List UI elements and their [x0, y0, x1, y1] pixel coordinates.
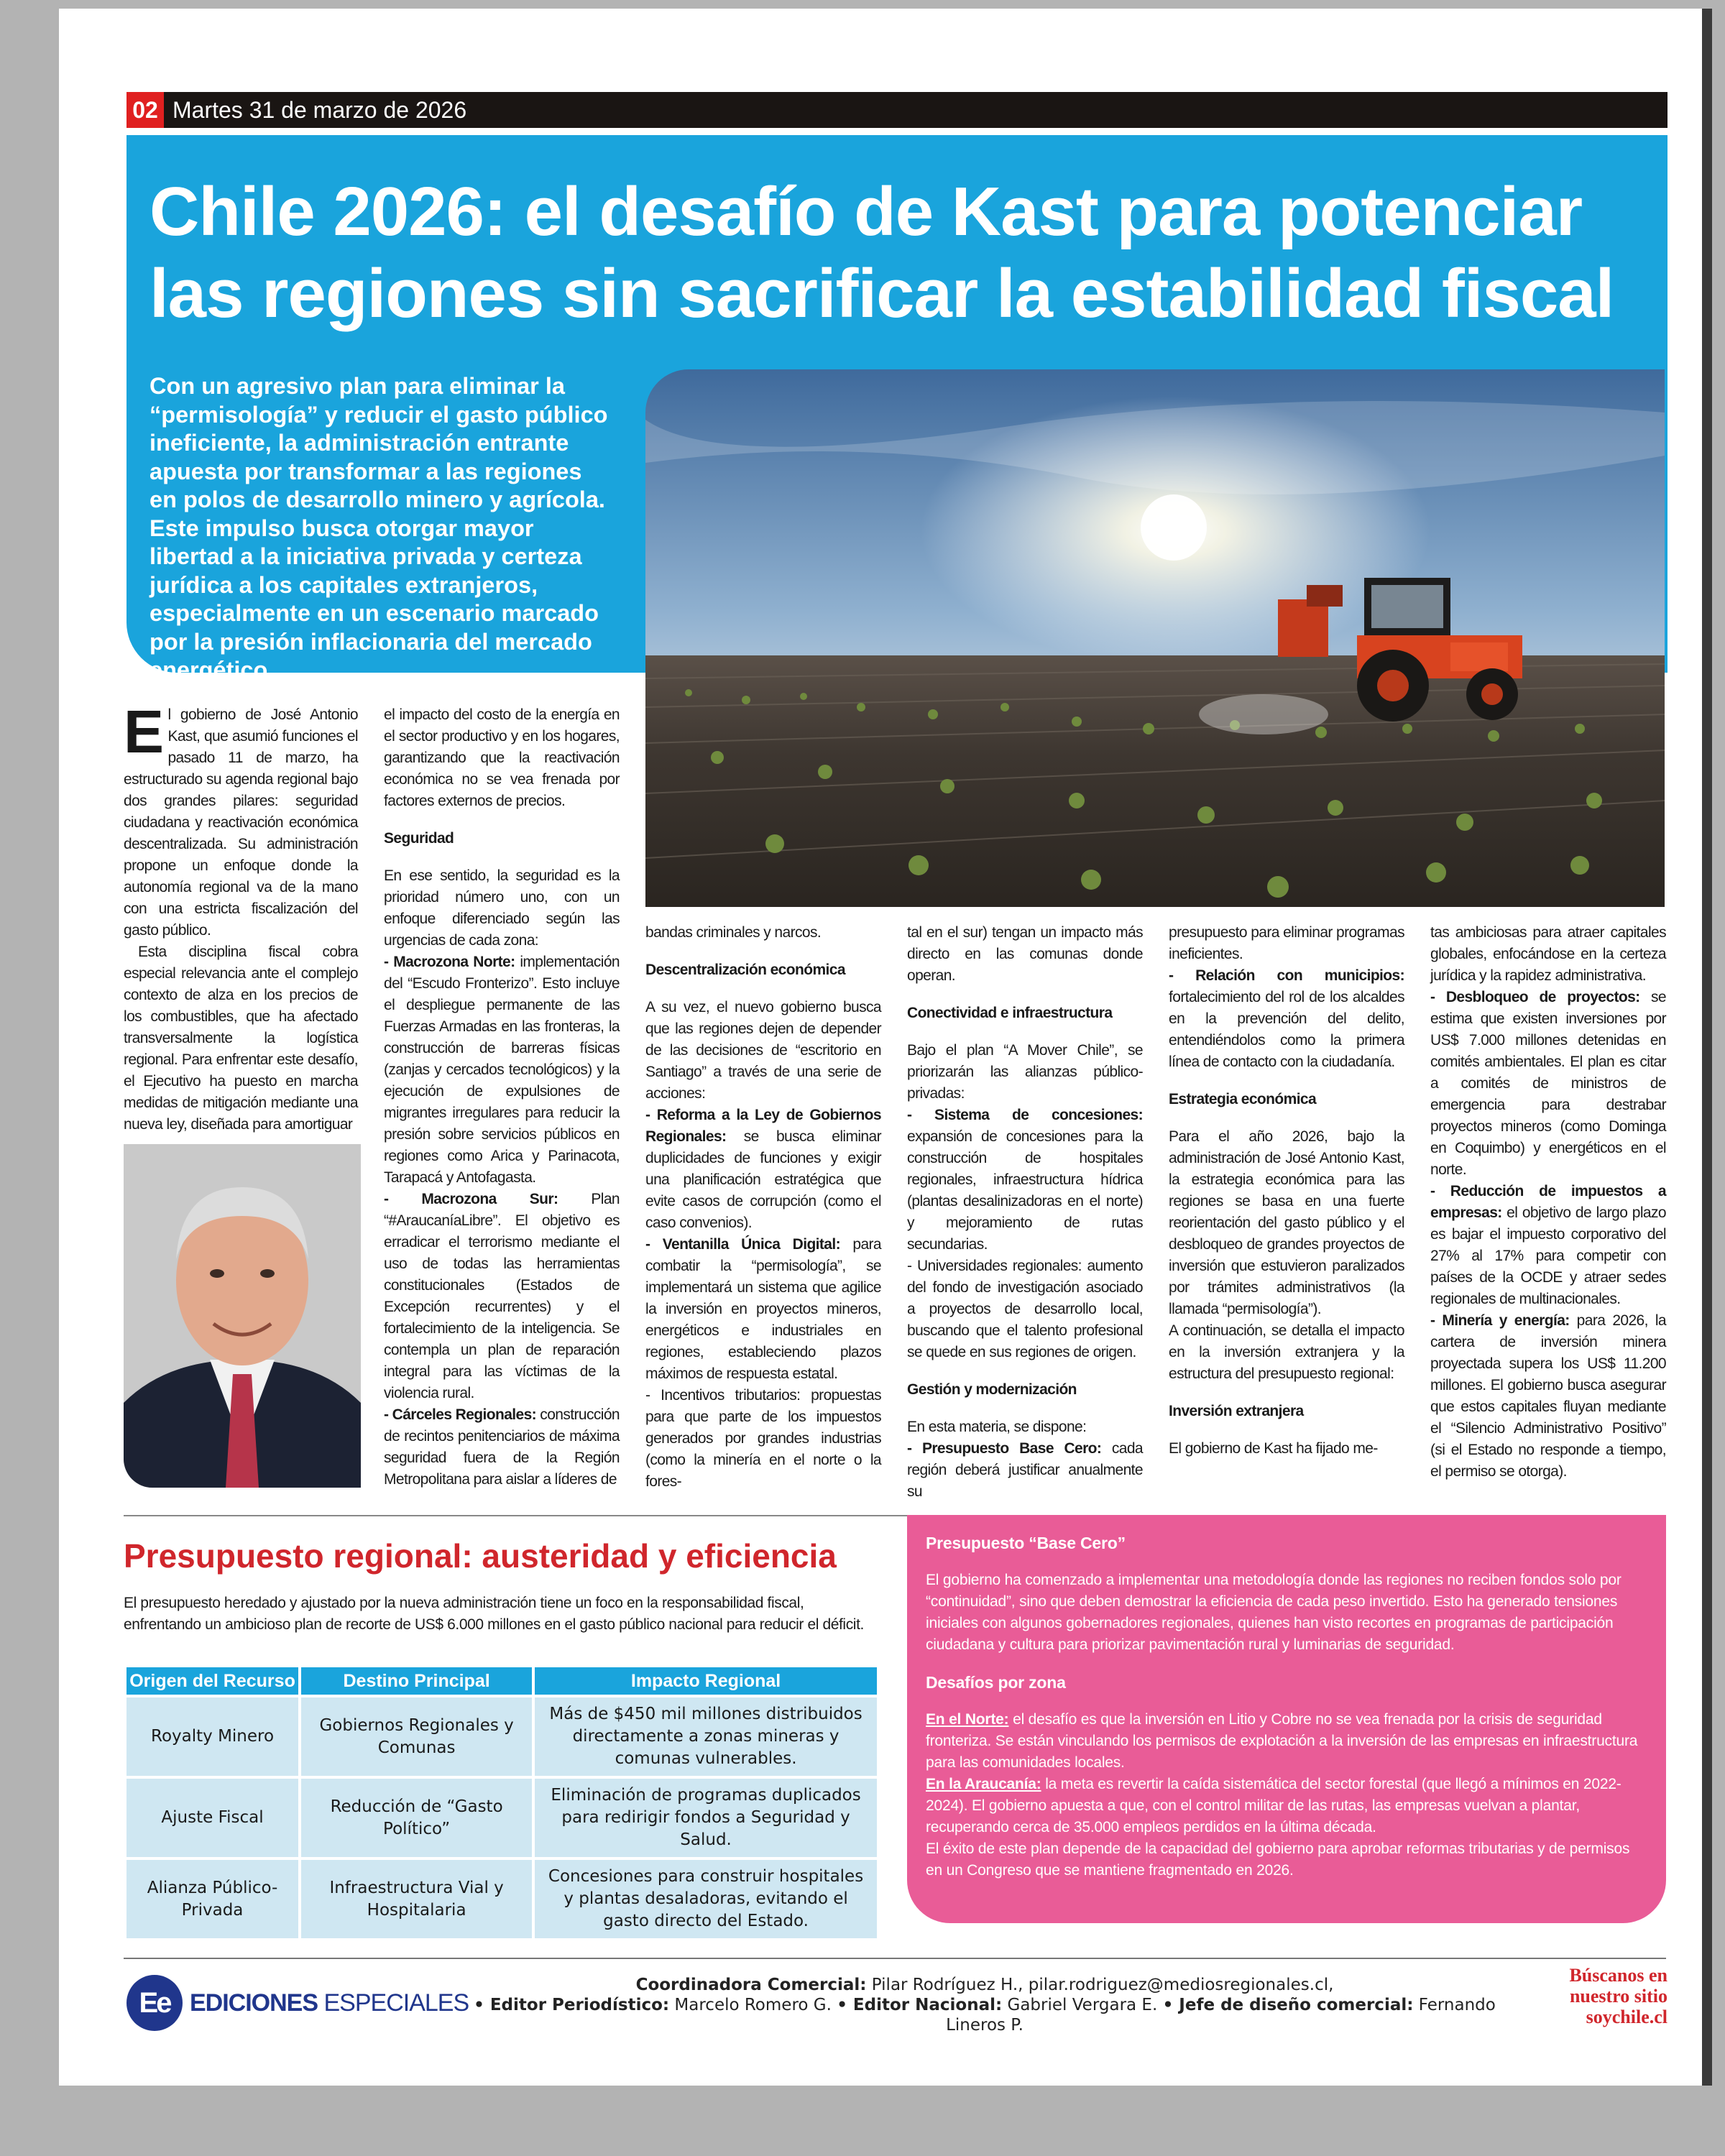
article-paragraph: tal en el sur) tengan un impacto más directo en las comunas donde operan.	[907, 924, 1143, 984]
table-cell: Ajuste Fiscal	[126, 1779, 298, 1857]
table-header-row	[126, 1667, 877, 1695]
bullet-paragraph: - Reducción de impuestos a empresas: el objetivo de largo plazo es bajar el impuesto corporativo del 27% al 17% para competir con países de la OCDE y atraer sedes regionales de multinacionales.	[1430, 1183, 1666, 1307]
bullet-paragraph: - Reforma a la Ley de Gobiernos Regionales: se busca eliminar duplicidades de funciones y exigir una planificación estratégica que evite casos de corrupción (como el caso convenios).	[645, 1107, 881, 1231]
table-cell: Más de $450 mil millones distribuidos directamente a zonas mineras y comunas vulnerables.	[535, 1697, 877, 1776]
article-column-5	[1169, 922, 1404, 1460]
sidebar-paragraph: El gobierno ha comenzado a implementar una metodología donde las regiones no reciben fondos solo por “continuidad”, sino que deben demostrar la eficiencia de cada peso invertido. Esto ha generado tensiones iniciales con algunos gobernadores regionales, quienes han visto recortes en programas de participación ciudadana y cultura para priorizar pavimentación rural y luminarias de seguridad.	[926, 1572, 1622, 1653]
tractor-photo	[645, 369, 1665, 907]
page-number: 02	[126, 92, 164, 128]
headline	[150, 171, 1652, 335]
article-paragraph: El gobierno de Kast ha fijado me-	[1169, 1440, 1378, 1457]
article-paragraph: el impacto del costo de la energía en el sector productivo y en los hogares, garantizando que la reactivación económica no se vea frenada por factores externos de precios.	[384, 706, 620, 809]
portrait-photo-svg	[124, 1144, 361, 1488]
bullet-paragraph: - Minería y energía: para 2026, la cartera de inversión minera proyectada supera los US$ 11.200 millones. El gobierno busca asegurar que estos capitales fluyan mediante el “Silencio Administrativo Positivo” (si el Estado no responde a tiempo, el permiso se otorga).	[1430, 1312, 1667, 1480]
bullet-paragraph: - Sistema de concesiones: expansión de concesiones para la construcción de hospitales regionales, infraestructura hídrica (plantas desalinizadoras en el norte) y mejoramiento de rutas secundarias.	[907, 1107, 1143, 1253]
section-heading: Gestión y modernización	[907, 1381, 1077, 1398]
table-cell: Concesiones para construir hospitales y plantas desaladoras, evitando el gasto directo del Estado.	[535, 1860, 877, 1938]
article-paragraph: tas ambiciosas para atraer capitales globales, enfocándose en la certeza jurídica y la rapidez administrativa.	[1430, 924, 1666, 984]
article-paragraph: Para el año 2026, bajo la administración de José Antonio Kast, la estrategia económica para las regiones se basa en una fuerte reorientación del gasto público y el desbloqueo de grandes proyectos de inversión que estuvieron paralizados por trámites administrativos (la llamada “permisología”).	[1169, 1128, 1404, 1317]
article-column-2	[384, 704, 620, 1491]
footer-divider	[124, 1958, 1666, 1959]
budget-title: Presupuesto regional: austeridad y eficiencia	[124, 1537, 837, 1575]
bullet-paragraph: - Desbloqueo de proyectos: se estima que existen inversiones por US$ 7.000 millones detenidas en comités ambientales. El plan es citar a comités de ministros de emergencia para destrabar proyectos mineros (como Dominga en Coquimbo) y energéticos en el norte.	[1430, 989, 1666, 1178]
section-heading: Estrategia económica	[1169, 1091, 1317, 1107]
section-heading: Conectividad e infraestructura	[907, 1005, 1113, 1021]
article-paragraph: presupuesto para eliminar programas ineficientes.	[1169, 924, 1405, 962]
bullet-paragraph: - Cárceles Regionales: construcción de recintos penitenciarios de máxima seguridad fuera de la Región Metropolitana para aislar a líderes de	[384, 1406, 620, 1488]
article-column-6	[1430, 922, 1666, 1483]
article-paragraph: El gobierno de José Antonio Kast, que asumió funciones el pasado 11 de marzo, ha estructurado su agenda regional bajo dos grandes pilares: seguridad ciudadana y reactivación económica descentralizada. Su administración propone un enfoque donde la autonomía regional va de la mano con una estricta fiscalización del gasto público.	[124, 698, 358, 939]
table-cell: Eliminación de programas duplicados para redirigir fondos a Seguridad y Salud.	[535, 1779, 877, 1857]
headline-line-2: las regiones sin sacrificar la estabilidad fiscal	[150, 255, 1614, 332]
headline-line-1: Chile 2026: el desafío de Kast para potenciar	[150, 173, 1583, 250]
page-date: Martes 31 de marzo de 2026	[172, 97, 467, 123]
table-cell: Alianza Público-Privada	[126, 1860, 298, 1938]
table-header-cell: Impacto Regional	[535, 1667, 877, 1695]
portrait-photo	[124, 1144, 361, 1488]
table-cell: Gobiernos Regionales y Comunas	[301, 1697, 532, 1776]
table-cell: Reducción de “Gasto Político”	[301, 1779, 532, 1857]
article-paragraph: En esta materia, se dispone:	[907, 1419, 1087, 1435]
logo-icon: Ee	[126, 1975, 183, 2031]
table-row	[126, 1697, 877, 1776]
tractor-photo-svg	[645, 369, 1665, 907]
page-edge	[1702, 9, 1712, 2086]
website-callout[interactable]: Búscanos en nuestro sitio soychile.cl	[1569, 1965, 1668, 2027]
article-column-3	[645, 922, 881, 1493]
table-row	[126, 1779, 877, 1857]
article-paragraph: A continuación, se detalla el impacto en la inversión extranjera y la estructura del presupuesto regional:	[1169, 1322, 1404, 1382]
table-cell: Royalty Minero	[126, 1697, 298, 1776]
bullet-paragraph: - Presupuesto Base Cero: cada región deberá justificar anualmente su	[907, 1440, 1144, 1500]
section-divider	[124, 1515, 907, 1516]
drop-cap: E	[124, 698, 164, 765]
article-paragraph: Bajo el plan “A Mover Chile”, se priorizarán las alianzas público-privadas:	[907, 1042, 1143, 1102]
sidebar-box	[907, 1515, 1666, 1923]
credits-line-2: • Editor Periodístico: Marcelo Romero G. • Editor Nacional: Gabriel Vergara E. • Jefe de diseño comercial: Fernando Lineros P.	[474, 1996, 1496, 2035]
sidebar-zone-north: En el Norte: el desafío es que la inversión en Litio y Cobre no se vea frenada por la crisis de seguridad fronteriza. Se están vinculando los permisos de explotación a la inversión de las empresas en infraestructura para las comunidades locales.	[926, 1711, 1638, 1771]
bullet-paragraph: - Universidades regionales: aumento del fondo de investigación asociado a proyectos de desarrollo local, buscando que el talento profesional se quede en sus regiones de origen.	[907, 1258, 1143, 1360]
footer-credits	[460, 1975, 1509, 2035]
section-heading: Seguridad	[384, 830, 454, 847]
bullet-paragraph: - Macrozona Norte: implementación del “Escudo Fronterizo”. Esto incluye el despliegue permanente de las Fuerzas Armadas en las fronteras, la construcción de barreras físicas (zanjas y cercados tecnológicos) y la ejecución de expulsiones de migrantes irregulares para reducir la presión sobre servicios públicos en regiones como Arica y Parinacota, Tarapacá y Antofagasta.	[384, 954, 620, 1186]
budget-table	[124, 1664, 880, 1941]
bullet-paragraph: - Incentivos tributarios: propuestas para que parte de los impuestos generados por grandes industrias (como la minería en el norte o la fores-	[645, 1387, 881, 1490]
sidebar-closing: El éxito de este plan depende de la capacidad del gobierno para aprobar reformas tributarias y de permisos en un Congreso que se mantiene fragmentado en 2026.	[926, 1841, 1630, 1879]
table-row	[126, 1860, 877, 1938]
table-cell: Infraestructura Vial y Hospitalaria	[301, 1860, 532, 1938]
logo-text: EDICIONES ESPECIALES	[190, 1989, 469, 2017]
sidebar-zone-araucania: En la Araucanía: la meta es revertir la caída sistemática del sector forestal (que llegó a mínimos en 2022-2024). El gobierno apuesta a que, con el control militar de las rutas, las empresas vuelvan a plantar, recuperando cerca de 35.000 empleos perdidos en la última década.	[926, 1776, 1622, 1835]
credits-line-1: Coordinadora Comercial: Pilar Rodríguez H., pilar.rodriguez@mediosregionales.cl,	[635, 1976, 1334, 1994]
budget-intro: El presupuesto heredado y ajustado por la nueva administración tiene un foco en la responsabilidad fiscal, enfrentando un ambicioso plan de recorte de US$ 6.000 millones en el gasto público nacional para reducir el déficit.	[124, 1595, 864, 1633]
article-paragraph: A su vez, el nuevo gobierno busca que las regiones dejen de depender de las decisiones de “escritorio en Santiago” a través de una serie de acciones:	[645, 999, 881, 1102]
page-header-bar	[126, 92, 1668, 128]
table-header-cell: Destino Principal	[301, 1667, 532, 1695]
section-heading: Inversión extranjera	[1169, 1403, 1304, 1419]
bullet-paragraph: - Ventanilla Única Digital: para combatir la “permisología”, se implementará un sistema que agilice la inversión en proyectos mineros, energéticos e industriales en regiones, estableciendo plazos máximos de respuesta estatal.	[645, 1236, 881, 1382]
sidebar-title: Desafíos por zona	[926, 1673, 1066, 1692]
bullet-paragraph: - Macrozona Sur: Plan “#AraucaníaLibre”. El objetivo es erradicar el terrorismo mediante el uso de todas las herramientas constitucionales (Estados de Excepción recurrentes) y el fortalecimiento de la inteligencia. Se contempla un plan de reparación integral para las víctimas de la violencia rural.	[384, 1191, 620, 1401]
bullet-paragraph: - Relación con municipios: fortalecimiento del rol de los alcaldes en la prevención del delito, entendiéndolos como la primera línea de contacto con la ciudadanía.	[1169, 967, 1404, 1070]
sidebar-title: Presupuesto “Base Cero”	[926, 1534, 1126, 1552]
lede: Con un agresivo plan para eliminar la “permisología” y reducir el gasto público ineficiente, la administración entrante apuesta por transformar a las regiones en polos de desarrollo minero y agrícola. Este impulso busca otorgar mayor libertad a la iniciativa privada y certeza jurídica a los capitales extranjeros, especialmente en un escenario marcado por la presión inflacionaria del mercado energético.	[150, 373, 608, 683]
article-column-4	[907, 922, 1143, 1503]
article-column-1	[124, 698, 358, 1135]
table-header-cell: Origen del Recurso	[126, 1667, 298, 1695]
article-paragraph: Esta disciplina fiscal cobra especial relevancia ante el complejo contexto de alza en los precios de los combustibles, que ha afectado transversalmente la logística regional. Para enfrentar este desafío, el Ejecutivo ha puesto en marcha medidas de mitigación mediante una nueva ley, diseñada para amortiguar	[124, 944, 358, 1133]
article-paragraph: bandas criminales y narcos.	[645, 924, 822, 941]
section-heading: Descentralización económica	[645, 962, 845, 978]
article-paragraph: En ese sentido, la seguridad es la prioridad número uno, con un enfoque diferenciado según las urgencias de cada zona:	[384, 867, 620, 949]
